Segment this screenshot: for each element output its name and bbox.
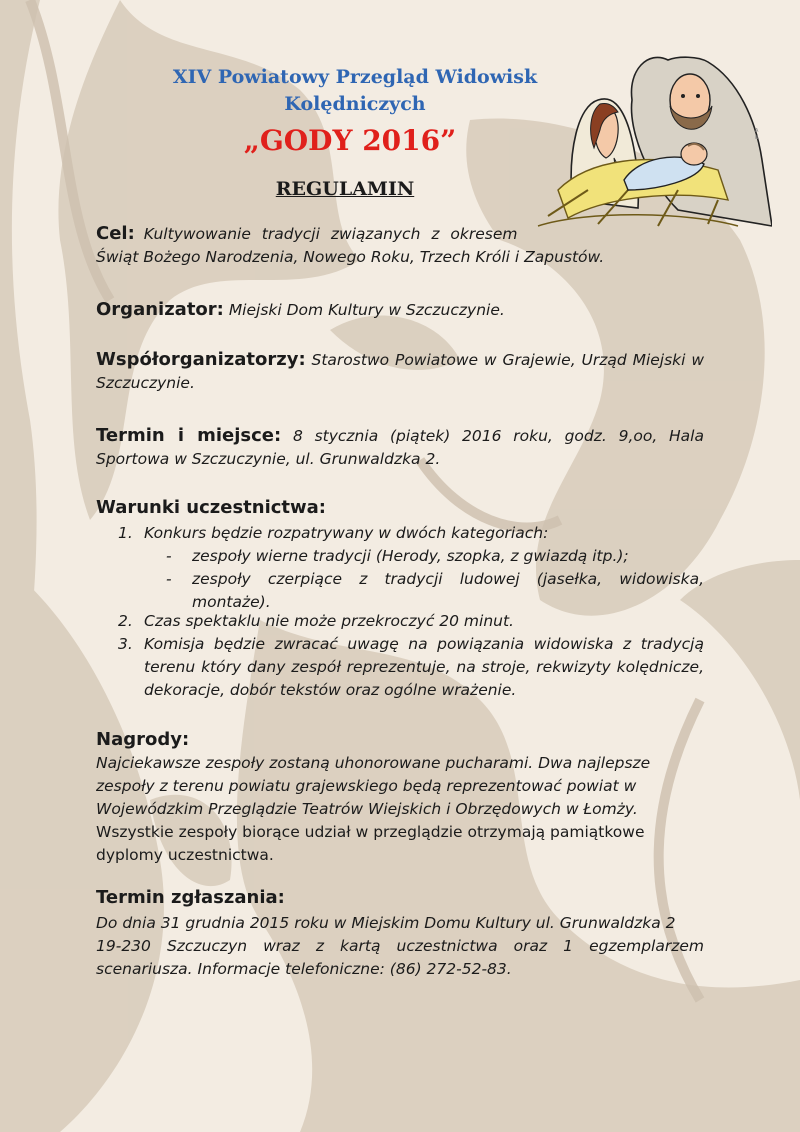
category-text: zespoły wierne tradycji (Herody, szopka, z gwiazdą itp.);	[192, 547, 629, 565]
section-termin-zgloszenia	[96, 912, 704, 981]
list-item	[118, 522, 704, 545]
image-corner-mark: A B	[755, 128, 759, 141]
warunki-label: Warunki uczestnictwa:	[96, 497, 326, 518]
category-text: zespoły czerpiące z tradycji ludowej (jasełka, widowiska, montaże).	[192, 570, 704, 611]
list-item	[118, 610, 704, 633]
category-item	[166, 568, 704, 614]
nagrody-label: Nagrody:	[96, 729, 190, 750]
event-title-line-2: Kolędniczych	[284, 93, 426, 115]
list-item-text: Komisja będzie zwracać uwagę na powiązania widowiska z tradycją terenu który dany zespół reprezentuje, na stroje, rekwizyty kolędnicze, dekoracje, dobór tekstów oraz ogólne wrażenie.	[144, 635, 704, 699]
wspolorganizatorzy-text: Starostwo Powiatowe w Grajewie, Urząd Miejski w Szczuczynie.	[96, 351, 704, 392]
section-cel	[96, 222, 704, 269]
organizator-text: Miejski Dom Kultury w Szczuczynie.	[228, 301, 505, 319]
event-title-line-1: XIV Powiatowy Przegląd Widowisk	[172, 66, 538, 88]
termin-miejsce-text: 8 stycznia (piątek) 2016 roku, godz. 9,oo, Hala Sportowa w Szczuczynie, ul. Grunwaldzka 2.	[96, 427, 704, 468]
termin-zgloszenia-line-1: Do dnia 31 grudnia 2015 roku w Miejskim Domu Kultury ul. Grunwaldzka 2	[96, 914, 676, 932]
list-item-number: 2.	[118, 612, 133, 630]
section-nagrody	[96, 752, 686, 867]
organizator-label: Organizator:	[96, 299, 224, 320]
section-wspolorganizatorzy	[96, 348, 704, 395]
list-item-text: Czas spektaklu nie może przekroczyć 20 minut.	[144, 612, 514, 630]
category-dash: -	[166, 547, 172, 565]
termin-zgloszenia-text: 19-230 Szczuczyn wraz z kartą uczestnictwa oraz 1 egzemplarzem scenariusza. Informacje telefoniczne: (86) 272-52-83.	[96, 937, 704, 978]
list-item-number: 1.	[118, 524, 133, 542]
document-heading: REGULAMIN	[275, 178, 415, 200]
nagrody-italic-text: Najciekawsze zespoły zostaną uhonorowane pucharami. Dwa najlepsze zespoły z terenu powiatu grajewskiego będą reprezentować powiat w Wojewódzkim Przeglądzie Teatrów Wiejskich i Obrzędowych w Łomży.	[96, 754, 651, 818]
cel-label: Cel:	[96, 223, 135, 244]
category-dash: -	[166, 570, 172, 588]
list-item-text: Konkurs będzie rozpatrywany w dwóch kategoriach:	[144, 524, 549, 542]
section-termin-miejsce	[96, 424, 704, 471]
list-item-number: 3.	[118, 635, 133, 653]
list-item	[118, 633, 704, 702]
category-item	[166, 545, 704, 568]
cel-text-line-1: Kultywowanie tradycji związanych z okresem	[143, 225, 518, 243]
cel-text-line-2: Świąt Bożego Narodzenia, Nowego Roku, Trzech Króli i Zapustów.	[96, 248, 605, 266]
termin-miejsce-label: Termin i miejsce:	[96, 425, 282, 446]
section-organizator	[96, 298, 704, 322]
wspolorganizatorzy-label: Współorganizatorzy:	[96, 349, 306, 370]
nagrody-plain-text: Wszystkie zespoły biorące udział w przeglądzie otrzymają pamiątkowe dyplomy uczestnictwa.	[96, 823, 645, 864]
termin-zgloszenia-label: Termin zgłaszania:	[96, 887, 285, 908]
event-title-gody: „GODY 2016”	[243, 124, 457, 157]
nativity-illustration	[528, 40, 772, 232]
